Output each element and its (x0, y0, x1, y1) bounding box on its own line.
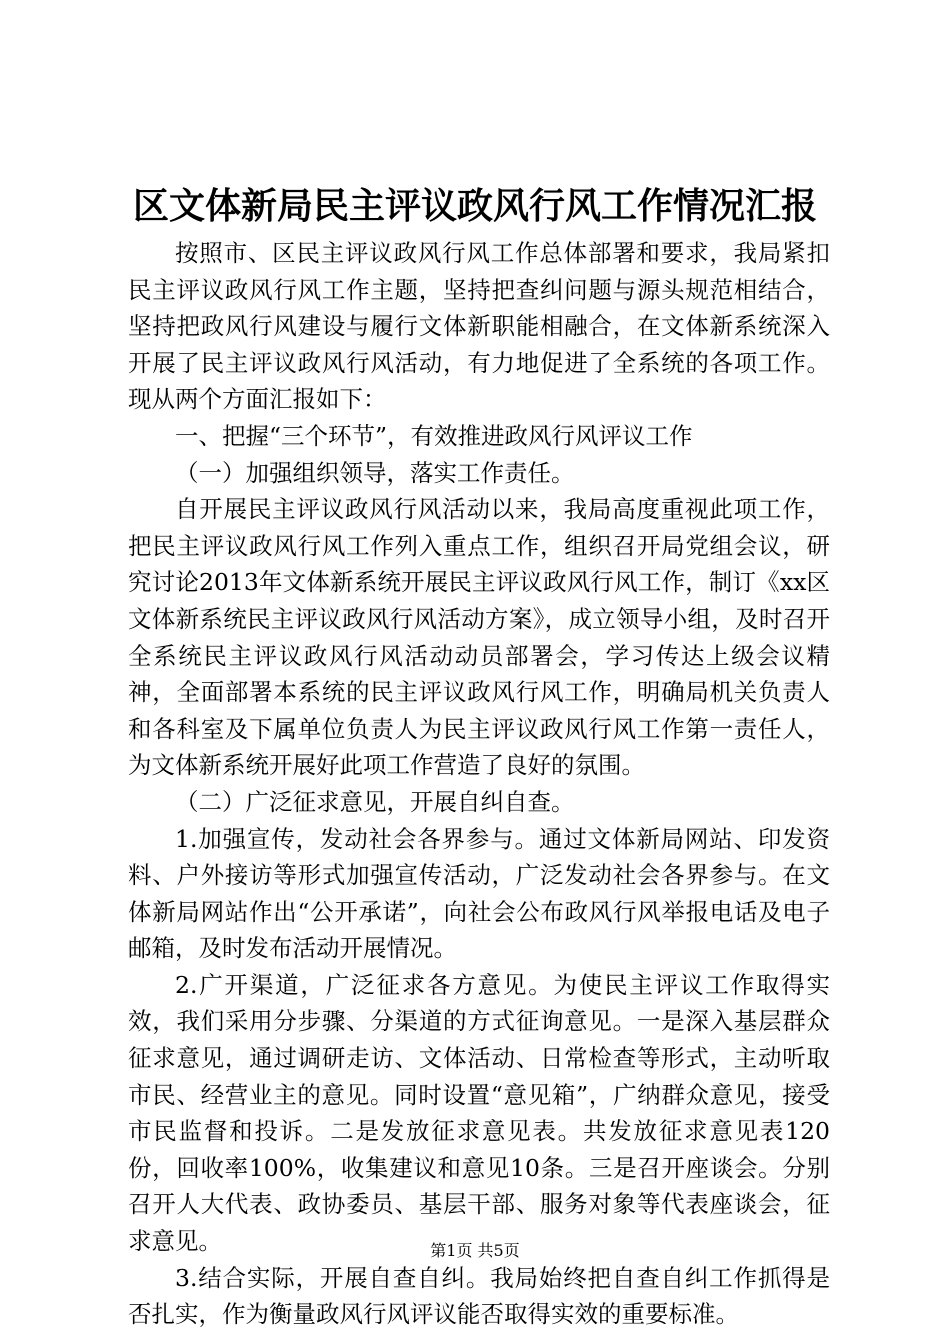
paragraph-item-1: 1.加强宣传，发动社会各界参与。通过文体新局网站、印发资料、户外接访等形式加强宣传活动，广泛发动社会各界参与。在文体新局网站作出“公开承诺”，向社会公布政风行风举报电话及电子邮箱，及时发布活动开展情况。 (128, 824, 830, 963)
document-body (128, 235, 830, 1333)
paragraph-intro: 按照市、区民主评议政风行风工作总体部署和要求，我局紧扣民主评议政风行风工作主题，坚持把查纠问题与源头规范相结合，坚持把政风行风建设与履行文体新职能相融合，在文体新系统深入开展了民主评议政风行风活动，有力地促进了全系统的各项工作。现从两个方面汇报如下： (128, 239, 830, 414)
document-title: 区文体新局民主评议政风行风工作情况汇报 (132, 185, 817, 227)
paragraph-organization: 自开展民主评议政风行风活动以来，我局高度重视此项工作，把民主评议政风行风工作列入重点工作，组织召开局党组会议，研究讨论2013年文体新系统开展民主评议政风行风工作，制订《xx区文体新系统民主评议政风行风活动方案》，成立领导小组，及时召开全系统民主评议政风行风活动动员部署会，学习传达上级会议精神，全面部署本系统的民主评议政风行风工作，明确局机关负责人和各科室及下属单位负责人为民主评议政风行风工作第一责任人，为文体新系统开展好此项工作营造了良好的氛围。 (128, 495, 830, 780)
section-heading-1: 一、把握“三个环节”，有效推进政风行风评议工作 (175, 421, 693, 450)
subsection-heading-2: （二）广泛征求意见，开展自纠自查。 (175, 787, 575, 816)
paragraph-item-2: 2.广开渠道，广泛征求各方意见。为使民主评议工作取得实效，我们采用分步骤、分渠道的方式征询意见。一是深入基层群众征求意见，通过调研走访、文体活动、日常检查等形式，主动听取市民、经营业主的意见。同时设置“意见箱”，广纳群众意见，接受市民监督和投诉。二是发放征求意见表。共发放征求意见表120份，回收率100%，收集建议和意见10条。三是召开座谈会。分别召开人大代表、政协委员、基层干部、服务对象等代表座谈会，征求意见。 (128, 970, 830, 1256)
paragraph-item-3: 3.结合实际，开展自查自纠。我局始终把自查自纠工作抓得是否扎实，作为衡量政风行风评议能否取得实效的重要标准。 (128, 1263, 830, 1329)
page-footer: 第1页 共5页 (430, 1241, 520, 1260)
subsection-heading-1: （一）加强组织领导，落实工作责任。 (175, 458, 575, 487)
